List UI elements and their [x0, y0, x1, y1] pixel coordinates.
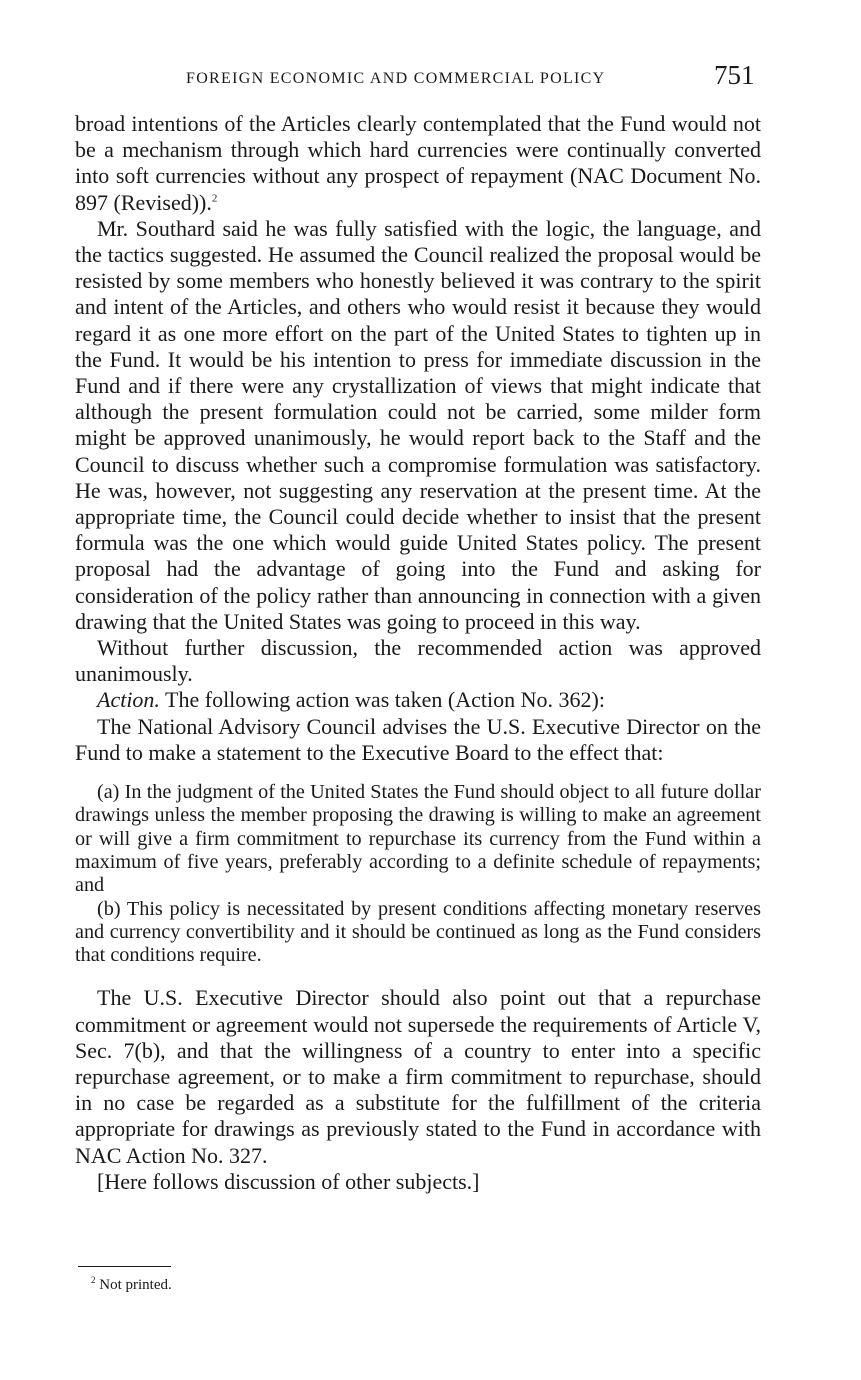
footnote — [91, 1277, 172, 1294]
paragraph-editorial-note: [Here follows discussion of other subjects.] — [97, 1168, 480, 1194]
action-quote — [75, 781, 761, 967]
footnote-marker: 2 — [91, 1275, 96, 1285]
paragraph-action — [75, 687, 761, 713]
quote-item-a: (a) In the judgment of the United States the Fund should object to all future dollar drawings unless the member proposing the drawing is willing to make an agreement or will give a firm commitment to repurchase its currency from the Fund within a maximum of five years, preferably according to a definite schedule of repayments; and — [75, 781, 761, 897]
paragraph-continued — [75, 111, 761, 216]
action-text: The following action was taken (Action No. 362): — [159, 687, 605, 713]
paragraph-approval: Without further discussion, the recommended action was approved unanimously. — [75, 635, 761, 687]
page-number: 751 — [714, 60, 755, 90]
paragraph-director-note: The U.S. Executive Director should also point out that a repurchase commitment or agreement would not supersede the requirements of Article V, Sec. 7(b), and that the willingness of a country to enter into a specific repurchase agreement, or to make a firm commitment to repurchase, should in no case be regarded as a substitute for the fulfillment of the criteria appropriate for drawings as previously stated to the Fund in accordance with NAC Action No. 327. — [75, 985, 761, 1168]
paragraph-council-advice: The National Advisory Council advises the U.S. Executive Director on the Fund to make a statement to the Executive Board to the effect that: — [75, 713, 761, 765]
footnote-text: Not printed. — [95, 1277, 172, 1293]
paragraph-text: broad intentions of the Articles clearly contemplated that the Fund would not be a mechanism through which hard currencies were continually converted into soft currencies without any prospect of repayment (NAC Document No. 897 (Revised)). — [75, 111, 761, 215]
quote-item-b: (b) This policy is necessitated by present conditions affecting monetary reserves and currency convertibility and it should be continued as long as the Fund considers that conditions require. — [75, 897, 761, 967]
body-text — [75, 111, 761, 1195]
footnote-reference: 2 — [211, 192, 218, 205]
paragraph-southard: Mr. Southard said he was fully satisfied with the logic, the language, and the tactics suggested. He assumed the Council realized the proposal would be resisted by some members who honestly believed it was contrary to the spirit and intent of the Articles, and others who would resist it because they would regard it as one more effort on the part of the United States to tighten up in the Fund. It would be his intention to press for immediate discussion in the Fund and if there were any crystallization of views that might indicate that although the present formulation could not be carried, some milder form might be approved unanimously, he would report back to the Staff and the Council to discuss whether such a compromise formulation was satisfactory. He was, however, not suggesting any reservation at the present time. At the appropriate time, the Council could decide whether to insist that the present formula was the one which would guide United States policy. The present proposal had the advantage of going into the Fund and asking for consideration of the policy rather than announcing in connection with a given drawing that the United States was going to proceed in this way. — [75, 215, 761, 634]
action-label: Action. — [97, 687, 160, 713]
running-head: FOREIGN ECONOMIC AND COMMERCIAL POLICY — [186, 70, 606, 87]
footnote-divider — [78, 1266, 171, 1267]
